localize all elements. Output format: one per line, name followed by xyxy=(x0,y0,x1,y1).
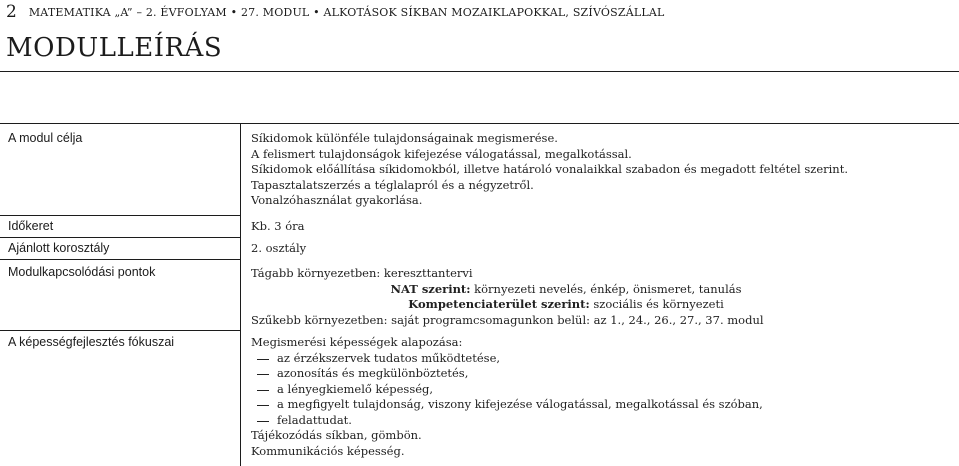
links-narrow: Szűkebb környezetben: saját programcsomagunkon belül: az 1., 24., 26., 27., 37. modul xyxy=(251,312,764,327)
time-value: Kb. 3 óra xyxy=(251,219,305,233)
goal-line: Vonalzóhasználat gyakorlása. xyxy=(251,193,423,207)
age-value: 2. osztály xyxy=(251,241,307,255)
links-nat-text: környezeti nevelés, énkép, önismeret, tanulás xyxy=(470,281,742,296)
running-header xyxy=(6,1,665,21)
running-title: MATEMATIKA „A” – 2. ÉVFOLYAM • 27. MODUL • ALKOTÁSOK SÍKBAN MOZAIKLAPOKKAL, SZÍVÓSZÁLLAL xyxy=(28,6,665,19)
goal-line: A felismert tulajdonságok kifejezése válogatással, megalkotással. xyxy=(251,146,632,161)
goal-line: Síkidomok előállítása síkidomokból, illetve határoló vonalaikkal szabadon és megadott feltétel szerint. xyxy=(251,162,848,176)
age-content xyxy=(251,241,306,257)
focus-orientation: Tájékozódás síkban, gömbön. xyxy=(251,428,422,442)
label-focus: A képességfejlesztés fókuszai xyxy=(8,335,175,349)
list-item: a megfigyelt tulajdonság, viszony kifejezése válogatással, megalkotással és szóban, xyxy=(251,397,763,413)
focus-list xyxy=(251,351,763,429)
label-divider xyxy=(0,215,240,216)
goal-content xyxy=(251,131,848,209)
label-divider xyxy=(0,237,240,238)
links-broad: Tágabb környezetben: kereszttantervi xyxy=(251,266,473,280)
links-nat xyxy=(251,282,881,298)
goal-line: Tapasztalatszerzés a téglalapról és a négyzetről. xyxy=(251,177,534,192)
links-competence-label: Kompetenciaterület szerint: xyxy=(408,297,590,311)
table-top-border xyxy=(0,123,959,124)
list-item: feladattudat. xyxy=(251,413,763,429)
links-nat-label: NAT szerint: xyxy=(390,281,471,296)
links-competence-text: szociális és környezeti xyxy=(589,297,724,311)
list-item: azonosítás és megkülönböztetés, xyxy=(251,366,763,382)
focus-content xyxy=(251,335,763,459)
focus-communication: Kommunikációs képesség. xyxy=(251,443,405,458)
goal-line: Síkidomok különféle tulajdonságainak megismerése. xyxy=(251,131,558,145)
page-title: MODULLEÍRÁS xyxy=(6,33,223,63)
list-item: a lényegkiemelő képesség, xyxy=(251,382,763,398)
label-divider xyxy=(0,330,240,331)
label-divider xyxy=(0,259,240,260)
label-links: Modulkapcsolódási pontok xyxy=(8,265,156,279)
label-time: Időkeret xyxy=(8,219,54,233)
links-competence xyxy=(251,297,881,313)
title-divider xyxy=(0,71,959,72)
table-column-divider xyxy=(240,124,241,466)
links-content xyxy=(251,266,881,328)
time-content xyxy=(251,219,305,235)
label-goal: A modul célja xyxy=(8,131,83,145)
page-number: 2 xyxy=(6,2,17,22)
label-age: Ajánlott korosztály xyxy=(8,241,110,255)
focus-intro: Megismerési képességek alapozása: xyxy=(251,335,463,349)
list-item: az érzékszervek tudatos működtetése, xyxy=(251,351,763,367)
